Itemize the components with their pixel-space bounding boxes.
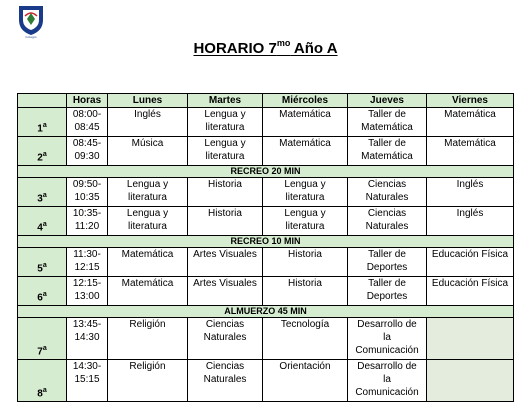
period-row bbox=[18, 248, 514, 277]
period-number bbox=[18, 137, 67, 166]
time-start: 08:00- bbox=[72, 109, 102, 120]
school-crest-icon bbox=[10, 4, 52, 36]
time-end: 15:15 bbox=[74, 374, 100, 385]
subject-cell bbox=[348, 318, 427, 360]
period-ordinal: a bbox=[42, 344, 47, 352]
schedule-table bbox=[17, 93, 514, 402]
subject-cell bbox=[188, 178, 263, 207]
subject-cell bbox=[188, 137, 263, 166]
break-label: RECREO 20 MIN bbox=[18, 166, 514, 178]
subject-cell bbox=[188, 108, 263, 137]
subject-line: Inglés bbox=[456, 179, 484, 190]
subject-line: Inglés bbox=[456, 208, 484, 219]
subject-line: Taller de bbox=[368, 109, 406, 120]
subject-line: Lengua y bbox=[204, 109, 246, 120]
period-digit: 2 bbox=[37, 152, 43, 163]
subject-cell bbox=[427, 137, 514, 166]
time-end: 08:45 bbox=[74, 122, 100, 133]
header-day: Miércoles bbox=[263, 94, 348, 108]
subject-cell bbox=[348, 277, 427, 306]
header-row bbox=[18, 94, 514, 108]
period-ordinal: a bbox=[42, 191, 47, 199]
subject-cell bbox=[348, 137, 427, 166]
period-label bbox=[20, 288, 64, 304]
time-cell bbox=[67, 137, 108, 166]
time-cell bbox=[67, 248, 108, 277]
break-label: RECREO 10 MIN bbox=[18, 236, 514, 248]
subject-cell bbox=[108, 207, 188, 236]
time-start: 13:45- bbox=[72, 319, 102, 330]
subject-line: Lengua y bbox=[126, 179, 169, 190]
subject-cell bbox=[108, 108, 188, 137]
subject-cell bbox=[108, 248, 188, 277]
subject-cell bbox=[263, 207, 348, 236]
subject-line: Matemática bbox=[444, 138, 496, 149]
subject-cell bbox=[348, 207, 427, 236]
header-day: Lunes bbox=[108, 94, 188, 108]
time-cell bbox=[67, 360, 108, 402]
subject-line: Naturales bbox=[203, 332, 247, 343]
subject-line: Naturales bbox=[203, 374, 247, 385]
subject-cell bbox=[108, 178, 188, 207]
time-end: 09:30 bbox=[74, 151, 100, 162]
subject-cell bbox=[263, 137, 348, 166]
subject-cell bbox=[427, 248, 514, 277]
period-row bbox=[18, 207, 514, 236]
subject-cell bbox=[108, 360, 188, 402]
subject-line: Religión bbox=[129, 361, 166, 372]
subject-cell bbox=[263, 248, 348, 277]
period-label bbox=[20, 384, 64, 400]
subject-line: Tecnología bbox=[280, 319, 330, 330]
subject-cell bbox=[108, 137, 188, 166]
subject-line: Comunicación bbox=[355, 345, 419, 356]
subject-line: Matemática bbox=[279, 138, 331, 149]
time-cell bbox=[67, 178, 108, 207]
subject-line: Matemática bbox=[444, 109, 496, 120]
period-number bbox=[18, 248, 67, 277]
empty-cell bbox=[427, 318, 514, 360]
subject-line: Ciencias bbox=[367, 179, 407, 190]
subject-line: Ciencias bbox=[367, 208, 407, 219]
subject-line: Ciencias bbox=[205, 361, 245, 372]
subject-line: Taller de bbox=[368, 249, 406, 260]
title-superscript: mo bbox=[276, 38, 291, 48]
subject-line: la bbox=[383, 374, 391, 385]
subject-line: Educación Física bbox=[431, 278, 509, 289]
subject-line: Religión bbox=[129, 319, 166, 330]
subject-cell bbox=[188, 207, 263, 236]
period-digit: 8 bbox=[37, 388, 43, 399]
time-end: 12:15 bbox=[74, 262, 100, 273]
time-cell bbox=[67, 108, 108, 137]
period-ordinal: a bbox=[42, 290, 47, 298]
subject-cell bbox=[263, 318, 348, 360]
period-digit: 7 bbox=[37, 346, 43, 357]
subject-line: Orientación bbox=[279, 361, 331, 372]
page-title bbox=[0, 40, 531, 57]
period-label bbox=[20, 119, 64, 135]
header-horas: Horas bbox=[67, 94, 108, 108]
period-number bbox=[18, 360, 67, 402]
title-prefix: HORARIO 7 bbox=[193, 40, 277, 57]
subject-cell bbox=[427, 207, 514, 236]
subject-cell bbox=[188, 248, 263, 277]
period-ordinal: a bbox=[42, 261, 47, 269]
header-day: Jueves bbox=[348, 94, 427, 108]
subject-line: Deportes bbox=[366, 291, 408, 302]
subject-line: Historia bbox=[288, 249, 322, 260]
subject-cell bbox=[188, 277, 263, 306]
subject-line: Deportes bbox=[366, 262, 408, 273]
period-digit: 6 bbox=[37, 292, 43, 303]
subject-line: la bbox=[383, 332, 391, 343]
period-label bbox=[20, 259, 64, 275]
period-ordinal: a bbox=[42, 386, 47, 394]
subject-line: literatura bbox=[285, 192, 325, 203]
subject-cell bbox=[348, 360, 427, 402]
subject-cell bbox=[108, 277, 188, 306]
period-digit: 4 bbox=[37, 222, 43, 233]
break-label: ALMUERZO 45 MIN bbox=[18, 306, 514, 318]
subject-line: Matemática bbox=[361, 151, 413, 162]
subject-cell bbox=[348, 248, 427, 277]
break-row bbox=[18, 236, 514, 248]
subject-line: Matemática bbox=[361, 122, 413, 133]
period-row bbox=[18, 108, 514, 137]
subject-cell bbox=[263, 178, 348, 207]
subject-line: Naturales bbox=[365, 192, 409, 203]
subject-line: Lengua y bbox=[126, 208, 169, 219]
subject-cell bbox=[348, 178, 427, 207]
subject-cell bbox=[263, 277, 348, 306]
subject-cell bbox=[427, 178, 514, 207]
subject-line: literatura bbox=[205, 151, 245, 162]
period-label bbox=[20, 148, 64, 164]
time-start: 11:30- bbox=[73, 249, 101, 260]
period-ordinal: a bbox=[42, 220, 47, 228]
subject-line: Matemática bbox=[121, 278, 174, 289]
subject-line: Música bbox=[131, 138, 164, 149]
period-number bbox=[18, 318, 67, 360]
subject-line: literatura bbox=[128, 192, 167, 203]
subject-cell bbox=[108, 318, 188, 360]
subject-cell bbox=[427, 108, 514, 137]
subject-line: Educación Física bbox=[431, 249, 509, 260]
period-label bbox=[20, 218, 64, 234]
time-end: 13:00 bbox=[74, 291, 100, 302]
subject-line: Historia bbox=[208, 179, 242, 190]
subject-line: Lengua y bbox=[284, 179, 326, 190]
period-row bbox=[18, 178, 514, 207]
break-row bbox=[18, 306, 514, 318]
subject-cell bbox=[188, 318, 263, 360]
period-digit: 5 bbox=[37, 263, 43, 274]
subject-line: literatura bbox=[285, 221, 325, 232]
subject-cell bbox=[263, 360, 348, 402]
period-row bbox=[18, 137, 514, 166]
period-number bbox=[18, 277, 67, 306]
break-row bbox=[18, 166, 514, 178]
subject-line: literatura bbox=[128, 221, 167, 232]
header-day: Martes bbox=[188, 94, 263, 108]
header-corner-cell bbox=[18, 94, 67, 108]
time-cell bbox=[67, 277, 108, 306]
subject-cell bbox=[263, 108, 348, 137]
subject-line: Artes Visuales bbox=[193, 278, 257, 289]
subject-cell bbox=[348, 108, 427, 137]
schedule-body bbox=[18, 94, 514, 402]
period-row bbox=[18, 277, 514, 306]
time-start: 10:35- bbox=[72, 208, 102, 219]
logo-caption: Colegio bbox=[25, 35, 37, 39]
title-suffix: Año A bbox=[290, 40, 338, 57]
subject-line: Artes Visuales bbox=[193, 249, 257, 260]
period-row bbox=[18, 318, 514, 360]
subject-line: Matemática bbox=[279, 109, 331, 120]
subject-line: Comunicación bbox=[355, 387, 419, 398]
subject-line: Lengua y bbox=[204, 138, 246, 149]
header-day: Viernes bbox=[427, 94, 514, 108]
subject-line: Taller de bbox=[368, 278, 406, 289]
subject-line: Desarrollo de bbox=[357, 319, 417, 330]
period-digit: 1 bbox=[37, 123, 43, 134]
time-cell bbox=[67, 207, 108, 236]
time-cell bbox=[67, 318, 108, 360]
subject-cell bbox=[188, 360, 263, 402]
period-number bbox=[18, 178, 67, 207]
period-digit: 3 bbox=[37, 193, 43, 204]
time-start: 14:30- bbox=[72, 361, 102, 372]
subject-line: Desarrollo de bbox=[357, 361, 417, 372]
subject-line: Ciencias bbox=[205, 319, 245, 330]
period-number bbox=[18, 108, 67, 137]
subject-line: literatura bbox=[205, 122, 245, 133]
subject-line: Naturales bbox=[365, 221, 409, 232]
time-start: 12:15- bbox=[72, 278, 102, 289]
time-start: 09:50- bbox=[72, 179, 102, 190]
subject-line: Matemática bbox=[121, 249, 174, 260]
empty-cell bbox=[427, 360, 514, 402]
period-ordinal: a bbox=[42, 150, 47, 158]
subject-line: Lengua y bbox=[284, 208, 326, 219]
period-label bbox=[20, 189, 64, 205]
period-number bbox=[18, 207, 67, 236]
time-end: 11:20 bbox=[74, 221, 100, 232]
time-start: 08:45- bbox=[72, 138, 102, 149]
subject-line: Inglés bbox=[134, 109, 161, 120]
subject-line: Historia bbox=[208, 208, 242, 219]
period-label bbox=[20, 342, 64, 358]
period-row bbox=[18, 360, 514, 402]
time-end: 10:35 bbox=[74, 192, 100, 203]
subject-line: Taller de bbox=[368, 138, 406, 149]
subject-cell bbox=[427, 277, 514, 306]
period-ordinal: a bbox=[42, 121, 47, 129]
subject-line: Historia bbox=[288, 278, 322, 289]
time-end: 14:30 bbox=[74, 332, 100, 343]
